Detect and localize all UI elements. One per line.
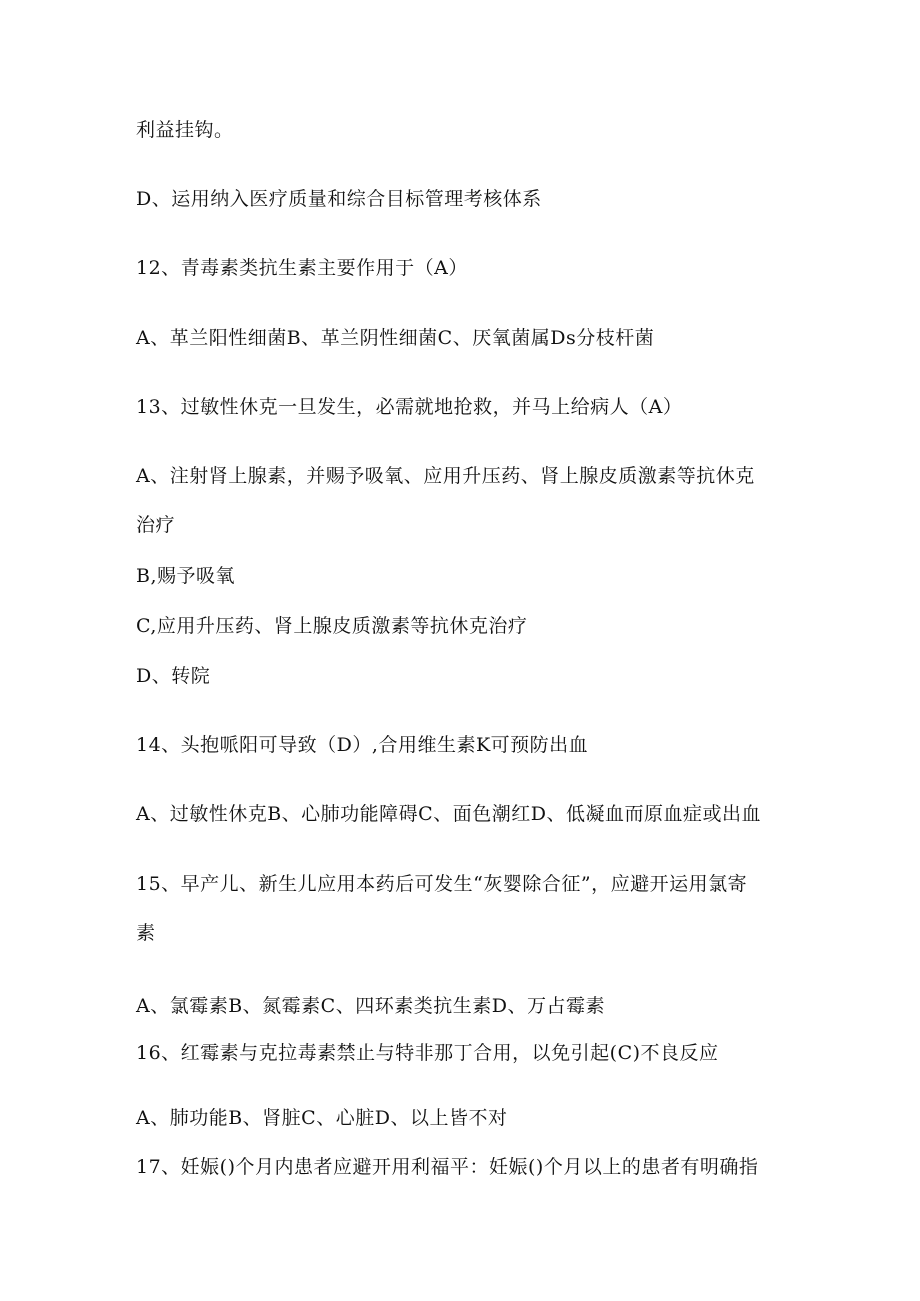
question-17: 17、妊娠()个月内患者应避开用利福平：妊娠()个月以上的患者有明确指 (136, 1156, 759, 1178)
question-15-continued: 素 (136, 922, 156, 944)
options-q16: A、肺功能B、肾脏C、心脏D、以上皆不对 (136, 1107, 508, 1129)
text-line-continuation: 利益挂钩。 (136, 119, 234, 141)
option-d-q11: D、运用纳入医疗质量和综合目标管理考核体系 (136, 188, 542, 210)
question-16: 16、红霉素与克拉毒素禁止与特非那丁合用，以免引起(C)不良反应 (136, 1042, 719, 1064)
option-d-q13: D、转院 (136, 665, 211, 687)
options-q15: A、氯霉素B、氮霉素C、四环素类抗生素D、万占霉素 (136, 995, 605, 1017)
option-c-q13: C,应用升压药、肾上腺皮质激素等抗休克治疗 (136, 615, 528, 637)
question-15: 15、早产儿、新生儿应用本药后可发生“灰婴除合征”，应避开运用氯寄 (136, 873, 748, 895)
question-13: 13、过敏性休克一旦发生，必需就地抢救，并马上给病人（A） (136, 396, 683, 418)
option-a-q13-continued: 治疗 (136, 514, 176, 536)
options-q12: A、革兰阳性细菌B、革兰阴性细菌C、厌氧菌属Ds分枝杆菌 (136, 327, 655, 349)
options-q14: A、过敏性休克B、心肺功能障碍C、面色潮红D、低凝血而原血症或出血 (136, 803, 761, 825)
option-b-q13: B,赐予吸氧 (136, 565, 236, 587)
question-14: 14、头抱哌阳可导致（D）,合用维生素K可预防出血 (136, 734, 589, 756)
option-a-q13: A、注射肾上腺素，并赐予吸氧、应用升压药、肾上腺皮质激素等抗休克 (136, 465, 755, 487)
question-12: 12、青毒素类抗生素主要作用于（A） (136, 257, 468, 279)
